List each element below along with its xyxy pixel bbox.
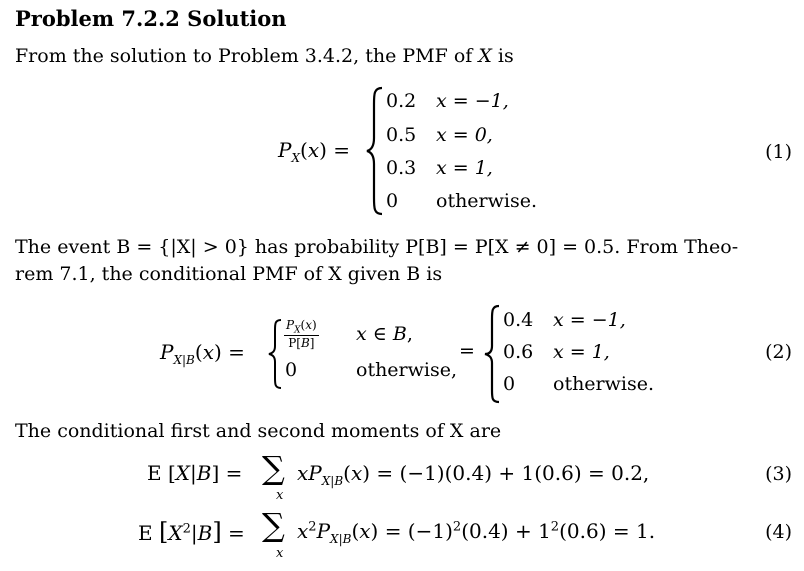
eq2-case-cond: x = 1, [553,341,610,363]
intro-text: From the solution to Problem 3.4.2, the PMF of X is [15,45,514,67]
eq2-case-cond: x ∈ B, [356,323,413,345]
equation-number: (1) [765,141,792,163]
equation-number: (3) [765,463,792,485]
eq3-lhs: E [X|B] = [147,461,243,485]
sum-index: x [276,488,284,503]
eq2-lhs: $P_{X|B}(x)$ = [160,340,245,367]
eq2-case-value: 0 [503,373,516,395]
eq2-left-brace [268,318,284,390]
eq1-lhs: $P_X(x)$ = [278,138,351,165]
moments-intro-text: The conditional first and second moments of X are [15,420,502,442]
eq2-case-cond: otherwise. [553,373,655,395]
eq2-case-cond: x = −1, [553,309,626,331]
eq1-case-cond: x = 1, [436,157,493,179]
eq2-case-value: 0 [285,359,298,381]
event-text-line2: rem 7.1, the conditional PMF of X given B is [15,263,443,285]
eq1-case-cond: otherwise. [436,190,538,212]
eq1-case-value: 0 [386,190,399,212]
eq2-case-value: 0.6 [503,341,534,363]
eq1-case-value: 0.3 [386,157,417,179]
sum-symbol: ∑ [262,506,285,544]
eq3-rhs: $xP_{X|B}(x) = (-1)(0.4) + 1(0.6) = 0.2$, [297,461,650,488]
event-text-line1: The event B = {|X| > 0} has probability P[B] = P[X ≠ 0] = 0.5. From Theo- [15,236,739,258]
eq2-equals: = [459,340,475,362]
eq1-case-value: 0.2 [386,90,417,112]
eq2-case-cond: otherwise, [356,359,458,381]
eq2-case-value: 0.4 [503,309,534,331]
eq2-fraction: $\frac{P_X(x)}{P[B]}$ [286,318,317,351]
equation-number: (2) [765,341,792,363]
eq1-brace [366,86,386,216]
eq4-lhs: E $[X^2|B]$ = [138,518,245,546]
eq1-case-cond: x = 0, [436,124,493,146]
eq1-case-cond: x = −1, [436,90,509,112]
eq2-right-brace [484,304,502,404]
eq4-rhs: $x^2P_{X|B}(x) = (-1)^2(0.4) + 1^2(0.6) = 1$. [297,519,656,546]
eq1-case-value: 0.5 [386,124,417,146]
sum-index: x [276,546,284,561]
problem-title: Problem 7.2.2 Solution [15,6,287,31]
sum-symbol: ∑ [262,449,285,487]
equation-number: (4) [765,521,792,543]
